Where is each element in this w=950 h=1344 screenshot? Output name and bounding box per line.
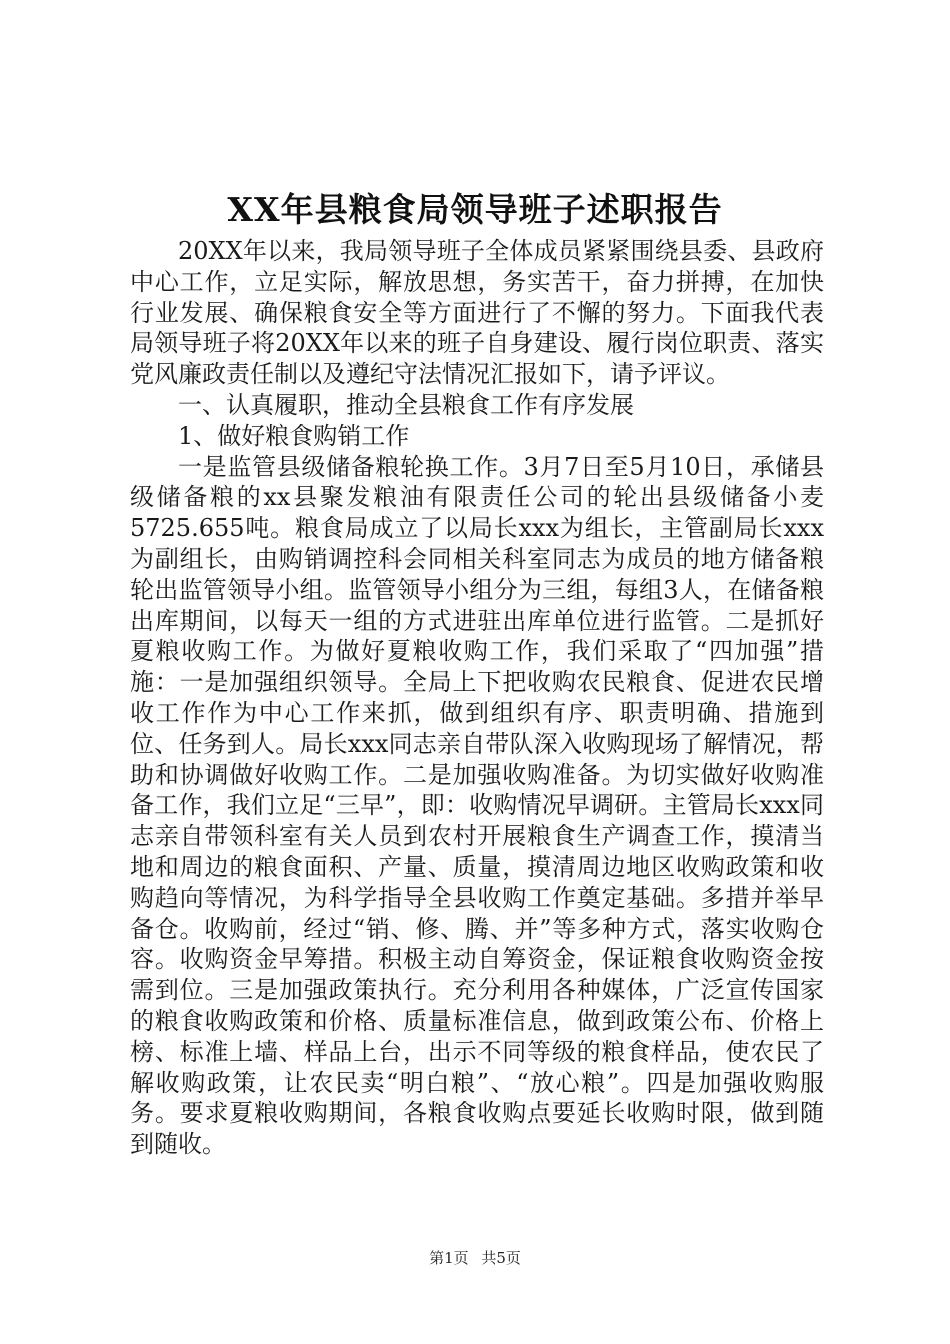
paragraph-intro: 20XX年以来，我局领导班子全体成员紧紧围绕县委、县政府中心工作，立足实际，解放思想，务实苦干，奋力拼搏，在加快行业发展、确保粮食安全等方面进行了不懈的努力。下面我代表局领导班子将20XX年以来的班子自身建设、履行岗位职责、落实党风廉政责任制以及遵纪守法情况汇报如下，请予评议。 <box>130 237 824 389</box>
page-number: 第1页 <box>429 1249 469 1267</box>
page-footer <box>0 1248 950 1268</box>
document-title: XX年县粮食局领导班子述职报告 <box>227 190 723 229</box>
page-total: 共5页 <box>481 1249 521 1267</box>
section-heading: 一、认真履职，推动全县粮食工作有序发展 <box>178 390 634 419</box>
document-body <box>130 236 824 1160</box>
subsection-heading: 1、做好粮食购销工作 <box>178 421 410 450</box>
paragraph-procurement: 一是监管县级储备粮轮换工作。3月7日至5月10日，承储县级储备粮的xx县聚发粮油有限责任公司的轮出县级储备小麦5725.655吨。粮食局成立了以局长xxx为组长，主管副局长xxx为副组长，由购销调控科会同相关科室同志为成员的地方储备粮轮出监管领导小组。监管领导小组分为三组，每组3人，在储备粮出库期间，以每天一组的方式进驻出库单位进行监管。二是抓好夏粮收购工作。为做好夏粮收购工作，我们采取了“四加强”措施：一是加强组织领导。全局上下把收购农民粮食、促进农民增收工作作为中心工作来抓，做到组织有序、职责明确、措施到位、任务到人。局长xxx同志亲自带队深入收购现场了解情况，帮助和协调做好收购工作。二是加强收购准备。为切实做好收购准备工作，我们立足“三早”，即：收购情况早调研。主管局长xxx同志亲自带领科室有关人员到农村开展粮食生产调查工作，摸清当地和周边的粮食面积、产量、质量，摸清周边地区收购政策和收购趋向等情况，为科学指导全县收购工作奠定基础。多措并举早备仓。收购前，经过“销、修、腾、并”等多种方式，落实收购仓容。收购资金早筹措。积极主动自筹资金，保证粮食收购资金按需到位。三是加强政策执行。充分利用各种媒体，广泛宣传国家的粮食收购政策和价格、质量标准信息，做到政策公布、价格上榜、标准上墙、样品上台，出示不同等级的粮食样品，使农民了解收购政策，让农民卖“明白粮”、“放心粮”。四是加强收购服务。要求夏粮收购期间，各粮食收购点要延长收购时限，做到随到随收。 <box>130 452 824 1159</box>
